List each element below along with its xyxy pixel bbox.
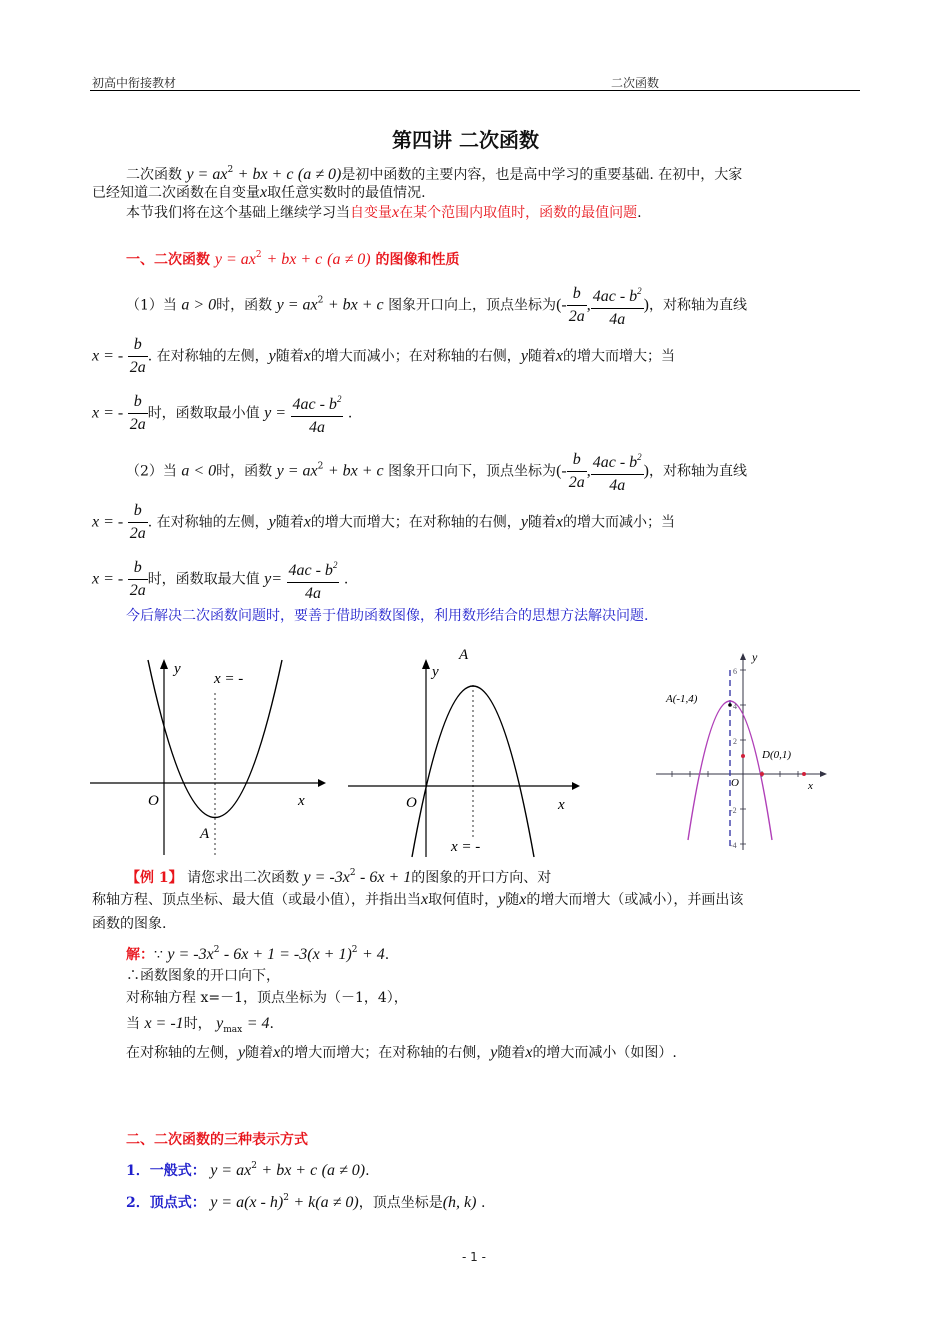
solution-formula: y = -3x (167, 946, 214, 963)
item-vertex: (h, k) (442, 1194, 477, 1211)
solution-end: . (269, 1016, 274, 1032)
case-text: 图象开口向上，顶点坐标为 (388, 297, 557, 314)
graph-example (652, 650, 832, 855)
var-x: x (421, 891, 429, 908)
sup-2: 2 (283, 1193, 289, 1203)
case-text: 的增大而增大；在对称轴的右侧， (310, 514, 521, 531)
x-eq: x = - (92, 570, 124, 588)
frac-den: 2a (567, 305, 587, 328)
case-text: 随着 (275, 514, 304, 531)
frac-den: 4a (591, 474, 644, 497)
case-formula: y = ax (276, 296, 318, 314)
item-formula: y = a(x - h) (210, 1194, 284, 1211)
sup-2: 2 (227, 165, 234, 175)
solution-text: 在对称轴的左侧， (126, 1045, 238, 1061)
solution-text: 时， (183, 1016, 212, 1032)
frac-num: b (572, 451, 581, 468)
var-y: y (238, 1044, 246, 1061)
solution-text: 当 (126, 1016, 140, 1032)
var-x: x (273, 1044, 281, 1061)
intro-formula-rest: + bx + c (237, 166, 294, 183)
form-vertex (126, 1188, 485, 1213)
point-d-label: D(0,1) (762, 749, 792, 761)
case1-line-1 (126, 280, 747, 331)
sup-2: 2 (351, 945, 358, 955)
frac-den: 2a (128, 522, 148, 545)
case-text: . 在对称轴的左侧， (147, 348, 269, 365)
origin-label: O (731, 777, 739, 789)
var-y: y (268, 347, 276, 365)
tick-label: -4 (730, 841, 737, 850)
frac-num: b (133, 336, 142, 353)
example-text: 取何值时， (428, 892, 499, 908)
d-point (741, 754, 745, 758)
frac-num (291, 388, 344, 416)
solution-line-2: ∴函数图象的开口向下， (126, 968, 280, 984)
y-label: y (432, 664, 439, 680)
y-max-value: = 4 (246, 1015, 270, 1032)
frac-num (591, 446, 644, 474)
frac-den: 4a (591, 308, 644, 331)
sup-2: 2 (637, 286, 642, 296)
vertex-point (728, 703, 732, 707)
var-y: y (498, 891, 506, 908)
case-text: 随着 (275, 348, 304, 365)
intro-line-2 (92, 183, 426, 203)
case-end: . (347, 405, 353, 422)
var-y: y (490, 1044, 498, 1061)
solution-text: 随着 (245, 1045, 274, 1061)
frac-num: b (572, 285, 581, 302)
var-x: x (260, 184, 268, 201)
frac-vertex-y (591, 280, 644, 331)
section1-heading (126, 245, 459, 270)
sup-2: 2 (637, 452, 642, 462)
case-text: 随着 (527, 348, 556, 365)
frac-den: 2a (128, 413, 148, 436)
y-max: y (216, 1015, 224, 1032)
solution-tag: 解： (126, 947, 154, 963)
case2-line-1 (126, 446, 747, 497)
case-text: 的增大而减小；在对称轴的右侧， (310, 348, 521, 365)
item-formula-rest: + bx + c (261, 1162, 318, 1179)
frac-den: 2a (567, 471, 587, 494)
item-label: 顶点式： (149, 1195, 206, 1211)
graph-upward-parabola (88, 655, 328, 865)
sup-2: 2 (332, 560, 338, 570)
origin-label: O (148, 793, 159, 809)
example-formula-rest: - 6x + 1 (360, 869, 412, 886)
y-label: y (174, 661, 181, 677)
frac-num: b (133, 393, 142, 410)
axis-label: x = - (214, 671, 244, 687)
intro-text: 取任意实数时的最值情况. (267, 185, 426, 201)
section2-heading: 二、二次函数的三种表示方式 (126, 1132, 308, 1148)
header-right: 二次函数 (611, 76, 660, 90)
var-y: y (520, 347, 528, 365)
x-arrow-icon (820, 771, 827, 777)
item-number: 1． (126, 1163, 150, 1179)
y-eq: y = (264, 404, 287, 422)
frac-b-2a (128, 334, 148, 379)
x-eq: x = - (92, 513, 124, 531)
origin-label: O (406, 795, 417, 811)
solution-text: 的增大而增大；在对称轴的右侧， (280, 1045, 491, 1061)
intro-red: 在某个范围内取值时，函数的最值问题 (399, 205, 638, 221)
frac-den: 2a (128, 579, 148, 602)
graph-downward-parabola (346, 645, 586, 860)
intro-text: 是初中函数的主要内容，也是高中学习的重要基础. 在初中，大家 (341, 167, 743, 183)
paren-open: (- (556, 462, 567, 480)
case-text: 时，函数取最大值 (147, 571, 260, 588)
y-max-sub: max (223, 1025, 243, 1035)
intro-text: 本节我们将在这个基础上继续学习当 (126, 205, 350, 221)
var-x: x (525, 1044, 533, 1061)
header-rule (90, 90, 860, 91)
sup-2: 2 (317, 461, 324, 472)
tick-label: -2 (730, 806, 737, 815)
x-eq: x = - (92, 347, 124, 365)
case-formula-rest: + bx + c (327, 296, 384, 314)
page-number: - 1 - (462, 1250, 486, 1264)
frac-num (591, 280, 644, 308)
x-label: x (558, 797, 565, 813)
intro-cond: (a ≠ 0) (297, 166, 342, 183)
marker-point (802, 772, 806, 776)
frac-vertex-y (591, 446, 644, 497)
comma: , (586, 462, 591, 480)
example-text: 随 (505, 892, 520, 908)
case-text: 图象开口向下，顶点坐标为 (388, 463, 557, 480)
x-label: x (808, 780, 813, 792)
heading-formula-rest: + bx + c (266, 251, 323, 268)
frac-den: 4a (291, 416, 344, 439)
y-arrow-icon (160, 659, 168, 669)
sup-2: 2 (251, 1161, 257, 1171)
heading-cond: (a ≠ 0) (327, 251, 371, 268)
intro-text: 二次函数 (126, 167, 182, 183)
case-formula: y = ax (276, 462, 318, 480)
frac-b-2a (128, 557, 148, 602)
example-text: 请您求出二次函数 (187, 870, 300, 886)
intro-end: . (637, 205, 642, 221)
case-text: ，对称轴为直线 (648, 297, 747, 314)
frac-num-text: 4ac - b (292, 396, 337, 413)
example-tag: 【例 1】 (126, 870, 183, 886)
frac-num-text: 4ac - b (592, 454, 638, 471)
y-arrow-icon (422, 659, 430, 669)
x-eq: x = - (92, 404, 124, 422)
frac-den: 4a (287, 582, 340, 605)
case-text: . 在对称轴的左侧， (147, 514, 269, 531)
frac-den: 2a (128, 356, 148, 379)
case-text: 时，函数取最小值 (147, 405, 260, 422)
vertex-label: A (200, 826, 210, 842)
solution-line-4 (126, 1014, 274, 1040)
page-title: 第四讲 二次函数 (392, 128, 539, 152)
tick-label: 4 (733, 702, 737, 711)
case-text: ，对称轴为直线 (648, 463, 747, 480)
example-text: 的增大而增大（或减小），并画出该 (526, 892, 744, 908)
tick-label: 6 (733, 667, 737, 676)
case-end: . (343, 571, 349, 588)
case-text: 时，函数 (216, 297, 273, 314)
example-text: 称轴方程、顶点坐标、最大值（或最小值），并指出当 (92, 892, 421, 908)
case-cond: a < 0 (181, 462, 217, 480)
solution-line-1 (126, 940, 389, 965)
case2-line-3 (92, 554, 348, 605)
var-x: x (555, 347, 564, 365)
case2-line-2 (92, 500, 675, 545)
var-x: x (392, 204, 400, 221)
frac-b-2a (567, 449, 587, 494)
solution-formula-end: + 4 (361, 946, 385, 963)
var-x: x (555, 513, 564, 531)
y-eq: y= (264, 570, 283, 588)
frac-num (287, 554, 340, 582)
paren-close: ) (643, 462, 649, 480)
y-arrow-icon (740, 653, 746, 660)
frac-b-2a (128, 500, 148, 545)
heading-text: 一、二次函数 (126, 252, 210, 268)
axis-label: x = - (451, 839, 481, 855)
because-symbol: ∵ (154, 947, 163, 963)
solution-line-3: 对称轴方程 x=－1，顶点坐标为（－1，4）， (126, 990, 408, 1006)
case-text: 的增大而减小；当 (563, 514, 676, 531)
case-text: 时，函数 (216, 463, 273, 480)
frac-vertex-y (291, 388, 344, 439)
item-formula-rest: + k(a ≠ 0) (293, 1194, 359, 1211)
var-x: x (303, 513, 311, 531)
frac-num-text: 4ac - b (288, 562, 333, 579)
vertex-label: A (459, 647, 469, 663)
intro-line-1 (126, 160, 742, 185)
case1-line-3 (92, 388, 352, 439)
example1-line-2 (92, 890, 743, 910)
sup-2: 2 (336, 394, 342, 404)
frac-b-2a (567, 283, 587, 328)
example-formula: y = -3x (303, 869, 350, 886)
x-label: x (298, 793, 305, 809)
intro-formula: y = ax (186, 166, 228, 183)
sup-2: 2 (213, 945, 220, 955)
intro-red: 自变量 (350, 205, 392, 221)
example-text: 的图象的开口方向、对 (411, 870, 552, 886)
intro-line-3 (126, 203, 642, 223)
header-left: 初高中衔接教材 (92, 76, 177, 90)
case-text: 的增大而增大；当 (563, 348, 676, 365)
example1-line-3: 函数的图象. (92, 916, 167, 932)
var-x: x (303, 347, 311, 365)
paren-open: (- (556, 296, 567, 314)
item-label: 一般式： (149, 1163, 206, 1179)
frac-num: b (133, 559, 142, 576)
x-arrow-icon (572, 782, 580, 790)
item-cond: (a ≠ 0) (321, 1162, 366, 1179)
case-text: 随着 (527, 514, 556, 531)
solution-formula-mid: - 6x + 1 = -3(x + 1) (223, 946, 352, 963)
example1-line-1 (126, 863, 551, 888)
case-label: （1）当 (126, 297, 177, 314)
solution-line-5 (126, 1043, 677, 1063)
case1-line-2 (92, 334, 675, 379)
advice-text: 今后解决二次函数问题时，要善于借助函数图像，利用数形结合的思想方法解决问题. (126, 608, 649, 624)
solution-end: . (384, 947, 390, 963)
frac-b-2a (128, 391, 148, 436)
var-y: y (520, 513, 528, 531)
paren-close: ) (643, 296, 649, 314)
heading-text: 的图像和性质 (375, 252, 460, 268)
heading-formula: y = ax (214, 251, 256, 268)
solution-x: x = -1 (144, 1015, 184, 1032)
tick-label: 2 (733, 737, 737, 746)
item-text: ，顶点坐标是 (358, 1195, 443, 1211)
sup-2: 2 (349, 868, 356, 878)
vertex-a-label: A(-1,4) (666, 693, 698, 705)
var-y: y (268, 513, 276, 531)
sup-2: 2 (255, 250, 262, 260)
item-end: . (480, 1195, 486, 1211)
x-arrow-icon (318, 779, 326, 787)
x-intercept-point (760, 772, 764, 776)
frac-num: b (133, 502, 142, 519)
sup-2: 2 (317, 295, 324, 306)
case-label: （2）当 (126, 463, 177, 480)
var-x: x (519, 891, 527, 908)
solution-text: 的增大而减小（如图）. (532, 1045, 677, 1061)
intro-text: 已经知道二次函数在自变量 (92, 185, 260, 201)
item-formula: y = ax (210, 1162, 252, 1179)
frac-num-text: 4ac - b (592, 288, 638, 305)
item-number: 2． (126, 1195, 150, 1211)
item-end: . (365, 1163, 370, 1179)
comma: , (586, 296, 591, 314)
form-general (126, 1156, 370, 1181)
case-cond: a > 0 (181, 296, 217, 314)
frac-vertex-y (287, 554, 340, 605)
y-label: y (752, 650, 758, 664)
case-formula-rest: + bx + c (327, 462, 384, 480)
solution-text: 随着 (497, 1045, 526, 1061)
